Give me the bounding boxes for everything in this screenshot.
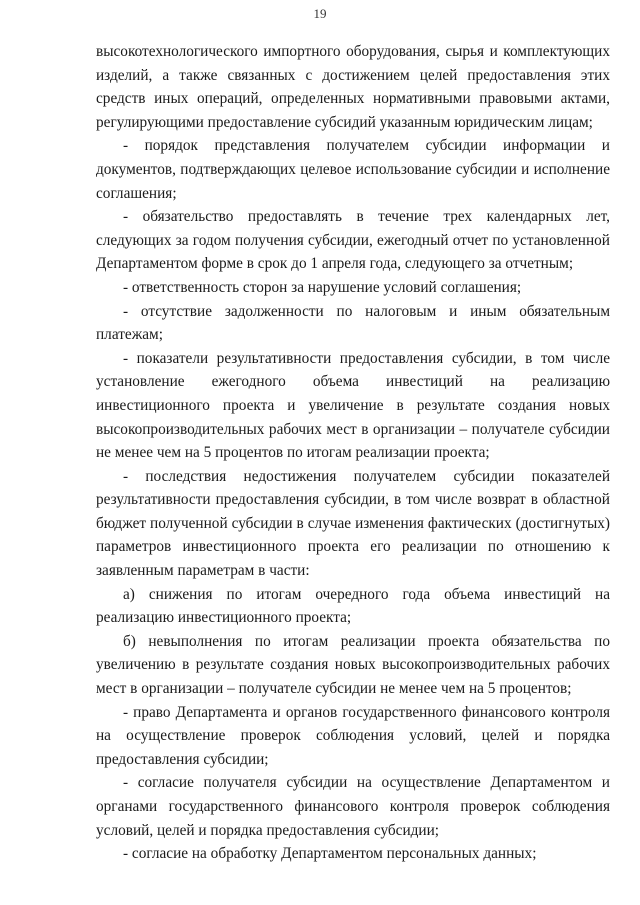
paragraph-personal-data-consent: - согласие на обработку Департаментом персональных данных; — [123, 845, 537, 863]
paragraph-liability: - ответственность сторон за нарушение условий соглашения; — [123, 278, 522, 296]
paragraph-continuation: высокотехнологического импортного оборудования, сырья и комплектующих изделий, а также связанных с достижением целей предоставления этих средств иных операций, определенных нормативными правовыми актами, регулирующими предоставление субсидий указанным юридическим лицам; — [96, 43, 610, 131]
paragraph-reporting-procedure: - порядок представления получателем субсидии информации и документов, подтверждающих целевое использование субсидии и исполнение соглашения; — [96, 137, 610, 202]
paragraph-no-debt: - отсутствие задолженности по налоговым и иным обязательным платежам; — [96, 302, 610, 344]
paragraph-consequences: - последствия недостижения получателем субсидии показателей результативности предоставления субсидии, в том числе возврат в областной бюджет полученной субсидии в случае изменения фактических (достигнутых) параметров инвестиционного проекта его реализации по отношению к заявленным параметрам в части: — [96, 467, 610, 580]
paragraph-item-a: а) снижения по итогам очередного года объема инвестиций на реализацию инвестиционного проекта; — [96, 585, 610, 627]
paragraph-performance-indicators: - показатели результативности предоставления субсидии, в том числе установление ежегодного объема инвестиций на реализацию инвестиционного проекта и увеличение в результате создания новых высокопроизводительных рабочих мест в организации – получателе субсидии не менее чем на 5 процентов по итогам реализации проекта; — [96, 349, 610, 462]
paragraph-item-b: б) невыполнения по итогам реализации проекта обязательства по увеличению в результате создания новых высокопроизводительных рабочих мест в организации – получателе субсидии не менее чем на 5 процентов; — [96, 632, 610, 698]
page-number: 19 — [313, 6, 327, 21]
paragraph-audit-right: - право Департамента и органов государственного финансового контроля на осуществление проверок соблюдения условий, целей и порядка предоставления субсидии; — [96, 703, 610, 768]
paragraph-audit-consent: - согласие получателя субсидии на осуществление Департаментом и органами государственного финансового контроля проверок соблюдения условий, целей и порядка предоставления субсидии; — [96, 774, 610, 839]
document-body — [96, 40, 610, 866]
paragraph-annual-report-obligation: - обязательство предоставлять в течение трех календарных лет, следующих за годом получения субсидии, ежегодный отчет по установленной Департаментом форме в срок до 1 апреля года, следующего за отчетным; — [96, 208, 610, 273]
